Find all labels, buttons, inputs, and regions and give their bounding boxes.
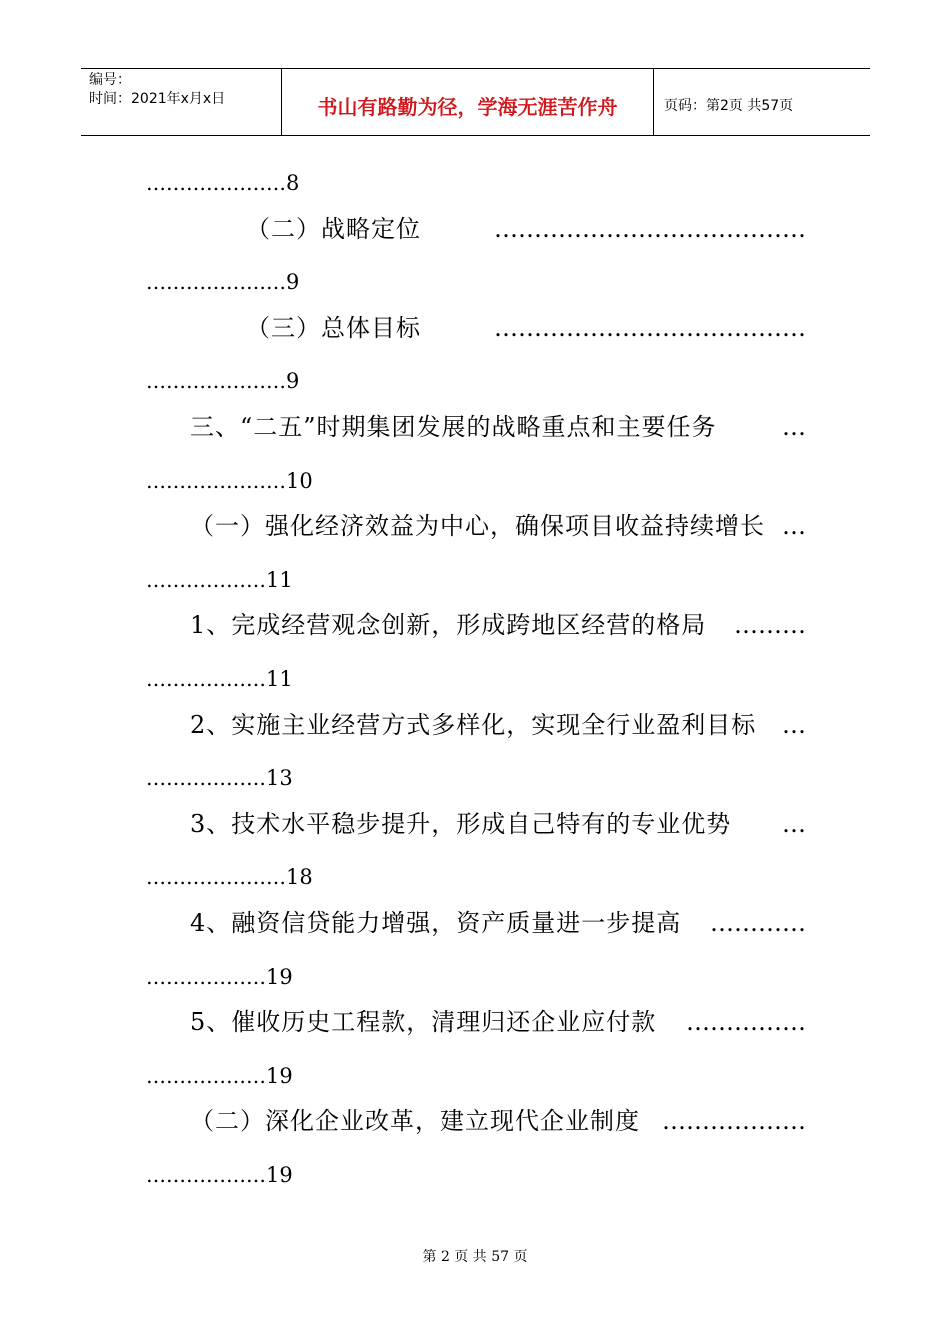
toc-page-number: 10 (286, 468, 313, 493)
document-number-label: 编号： (89, 72, 131, 88)
toc-leader-dots: ……………… (662, 1107, 806, 1136)
toc-entry[interactable] (146, 610, 806, 640)
toc-continuation (146, 664, 293, 694)
toc-leader-dots: ………………………………… (494, 313, 806, 342)
toc-leader-dots: ………………… (146, 468, 286, 493)
toc-leader-dots: ………………… (146, 171, 286, 195)
toc-leader-dots: ……………… (146, 567, 266, 592)
toc-leader-dots: … (782, 413, 806, 441)
toc-entry[interactable] (146, 1007, 806, 1037)
toc-leader-dots: ………………………………… (494, 214, 806, 243)
toc-continuation (146, 763, 293, 793)
toc-entry-title: 4、融资信贷能力增强，资产质量进一步提高 (190, 909, 682, 937)
header-page-info-cell (654, 69, 870, 135)
toc-page-number: 19 (266, 964, 293, 989)
toc-entry[interactable] (146, 908, 806, 938)
toc-continuation (146, 267, 299, 297)
toc-page-number: 9 (286, 369, 300, 394)
toc-leader-dots: … (782, 512, 806, 541)
toc-leader-dots: ………………… (146, 270, 286, 295)
toc-entry-title: 1、完成经营观念创新，形成跨地区经营的格局 (190, 611, 707, 640)
toc-leader-dots: ……………… (146, 1063, 266, 1088)
toc-page-number: 18 (286, 865, 313, 890)
toc-leader-dots: …………… (686, 1008, 806, 1037)
toc-entry[interactable] (146, 511, 806, 541)
toc-entry-title: （二）战略定位 (246, 214, 421, 243)
toc-leader-dots: ……………… (146, 667, 266, 691)
toc-continuation (146, 565, 293, 595)
toc-page-number: 11 (266, 567, 293, 592)
toc-leader-dots: ……………… (146, 964, 266, 989)
toc-entry[interactable] (146, 214, 806, 244)
toc-continuation (146, 366, 299, 396)
toc-continuation (146, 962, 293, 992)
header-meta (81, 69, 281, 135)
toc-entry-title: 3、技术水平稳步提升，形成自己特有的专业优势 (190, 809, 732, 838)
toc-entry[interactable] (146, 710, 806, 740)
toc-leader-dots: ……………… (146, 766, 266, 791)
toc-leader-dots: ……………… (146, 1163, 266, 1187)
toc-entry-title: （三）总体目标 (246, 313, 421, 342)
header-motto-cell (281, 69, 654, 135)
page-header (81, 68, 870, 136)
toc-leader-dots: ………… (710, 909, 806, 937)
toc-entry-title: 5、催收历史工程款，清理归还企业应付款 (190, 1008, 657, 1037)
toc-leader-dots: … (782, 809, 806, 838)
toc-entry[interactable] (146, 1106, 806, 1136)
header-motto: 书山有路勤为径，学海无涯苦作舟 (317, 94, 618, 119)
toc-continuation (146, 862, 313, 892)
toc-leader-dots: ………………… (146, 865, 286, 890)
toc-page-number: 19 (266, 1163, 293, 1187)
toc-entry[interactable] (146, 313, 806, 343)
toc-page-number: 13 (266, 766, 293, 791)
toc-continuation (146, 466, 313, 496)
toc-entry[interactable] (146, 412, 806, 442)
toc-continuation (146, 168, 299, 198)
toc-page-number: 8 (286, 171, 300, 195)
toc-entry-title: 三、“二五”时期集团发展的战略重点和主要任务 (190, 413, 717, 441)
page-footer: 第 2 页 共 57 页 (422, 1249, 528, 1265)
toc-page-number: 19 (266, 1063, 293, 1088)
toc-leader-dots: … (782, 710, 806, 739)
toc-leader-dots: ………………… (146, 369, 286, 394)
toc-entry[interactable] (146, 809, 806, 839)
toc-page-number: 9 (286, 270, 300, 295)
header-page-info: 页码：第2页 共57页 (664, 98, 794, 114)
document-time-label: 时间：2021年x月x日 (89, 91, 226, 107)
toc-leader-dots: ……… (734, 611, 806, 640)
toc-continuation (146, 1160, 293, 1190)
toc-page-number: 11 (266, 667, 293, 691)
toc-entry-title: 2、实施主业经营方式多样化，实现全行业盈利目标 (190, 710, 757, 739)
toc-entry-title: （一）强化经济效益为中心，确保项目收益持续增长 (190, 512, 765, 541)
toc-continuation (146, 1061, 293, 1091)
toc-entry-title: （二）深化企业改革，建立现代企业制度 (190, 1107, 640, 1136)
